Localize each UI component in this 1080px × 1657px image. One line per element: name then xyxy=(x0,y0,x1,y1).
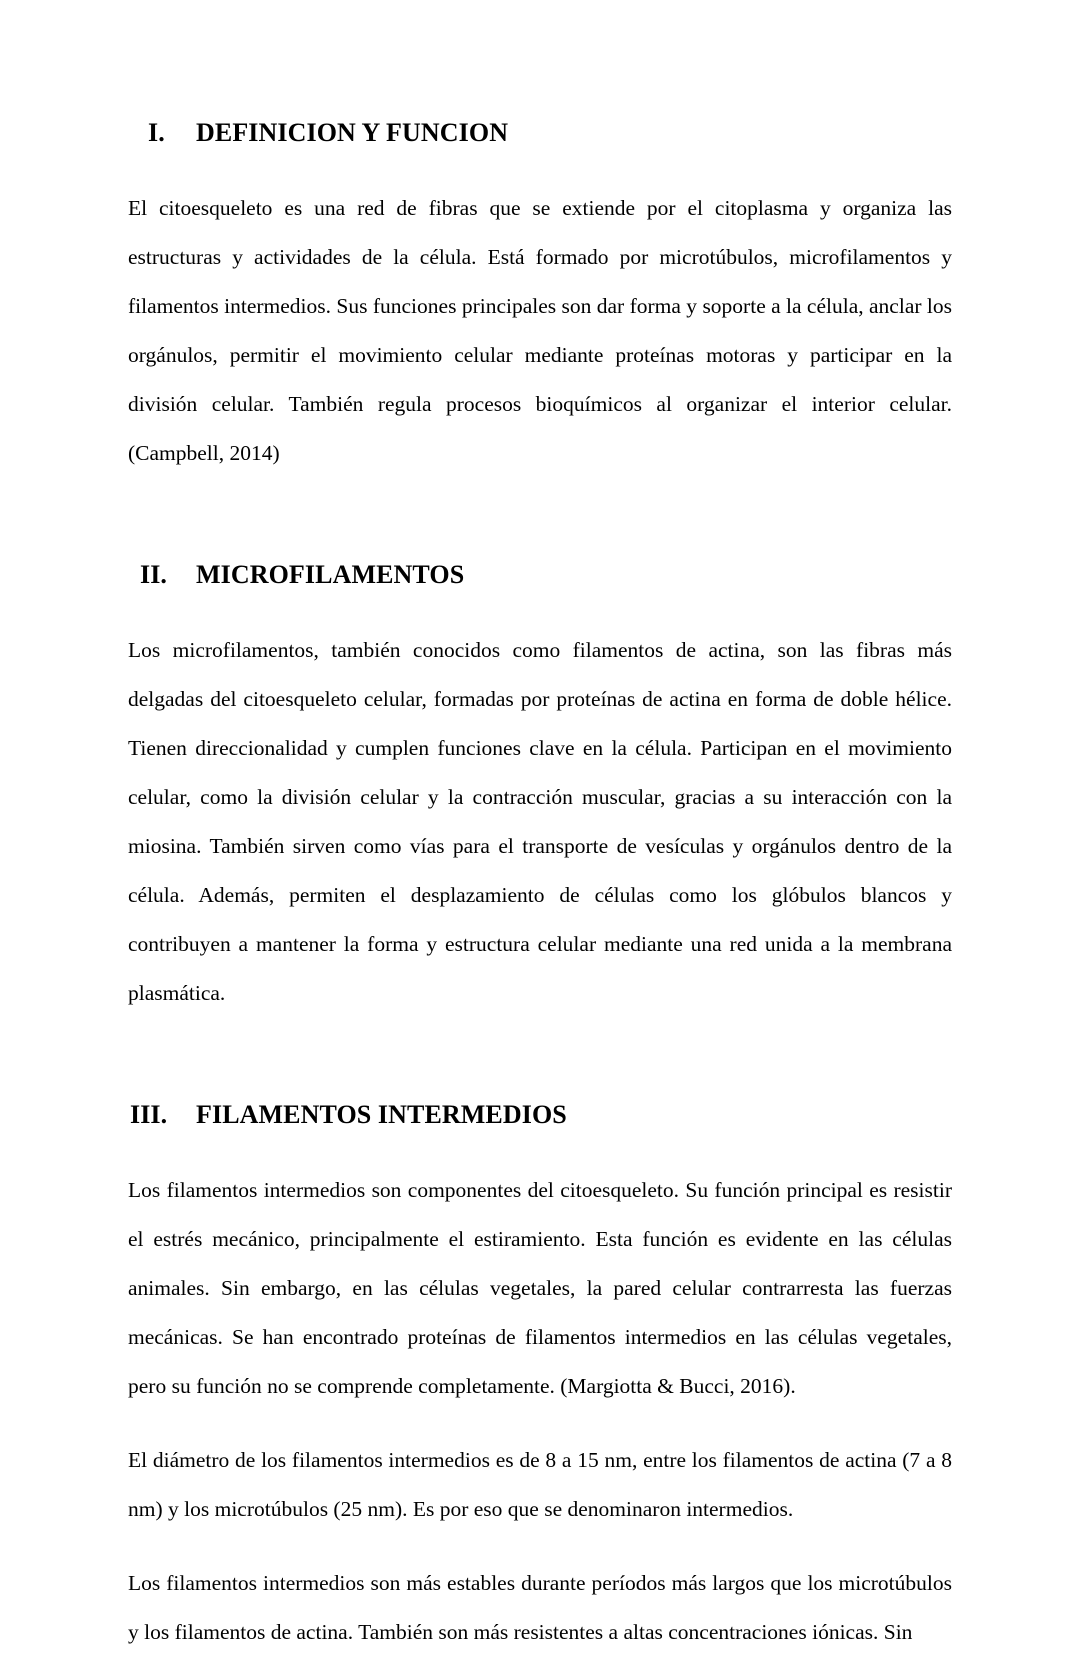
document-content xyxy=(128,118,952,1657)
section-title-3: FILAMENTOS INTERMEDIOS xyxy=(196,1099,567,1129)
spacer xyxy=(128,148,952,184)
section-heading-1 xyxy=(128,118,952,148)
section-3-paragraph-3: Los filamentos intermedios son más estables durante períodos más largos que los microtúbulos y los filamentos de actina. También son más resistentes a altas concentraciones iónicas. Sin xyxy=(128,1570,952,1644)
section-3-paragraph-1: Los filamentos intermedios son componentes del citoesqueleto. Su función principal es resistir el estrés mecánico, principalmente el estiramiento. Esta función es evidente en las células animales. Sin embargo, en las células vegetales, la pared celular contrarresta las fuerzas mecánicas. Se han encontrado proteínas de filamentos intermedios en las células vegetales, pero su función no se comprende completamente. (Margiotta & Bucci, 2016). xyxy=(128,1177,952,1398)
spacer xyxy=(128,590,952,626)
spacer xyxy=(128,1130,952,1166)
section-number-3: III. xyxy=(130,1099,168,1129)
section-heading-3 xyxy=(128,1100,952,1130)
section-2-paragraph-1: Los microfilamentos, también conocidos como filamentos de actina, son las fibras más delgadas del citoesqueleto celular, formadas por proteínas de actina en forma de doble hélice. Tienen direccionalidad y cumplen funciones clave en la célula. Participan en el movimiento celular, como la división celular y la contracción muscular, gracias a su interacción con la miosina. También sirven como vías para el transporte de vesículas y orgánulos dentro de la célula. Además, permiten el desplazamiento de células como los glóbulos blancos y contribuyen a mantener la forma y estructura celular mediante una red unida a la membrana plasmática. xyxy=(128,637,952,1005)
section-title-1: DEFINICION Y FUNCION xyxy=(196,118,509,147)
section-number-1: I. xyxy=(148,118,165,147)
section-number-2: II. xyxy=(140,559,168,589)
section-3-paragraph-2: El diámetro de los filamentos intermedios es de 8 a 15 nm, entre los filamentos de actina (7 a 8 nm) y los microtúbulos (25 nm). Es por eso que se denominaron intermedios. xyxy=(128,1447,952,1521)
section-title-2: MICROFILAMENTOS xyxy=(196,559,465,589)
spacer xyxy=(128,478,952,560)
section-1-paragraph-1: El citoesqueleto es una red de fibras que se extiende por el citoplasma y organiza las estructuras y actividades de la célula. Está formado por microtúbulos, microfilamentos y filamentos intermedios. Sus funciones principales son dar forma y soporte a la célula, anclar los orgánulos, permitir el movimiento celular mediante proteínas motoras y participar en la división celular. También regula procesos bioquímicos al organizar el interior celular. (Campbell, 2014) xyxy=(128,195,952,465)
section-heading-2 xyxy=(128,560,952,590)
spacer xyxy=(128,1018,952,1100)
